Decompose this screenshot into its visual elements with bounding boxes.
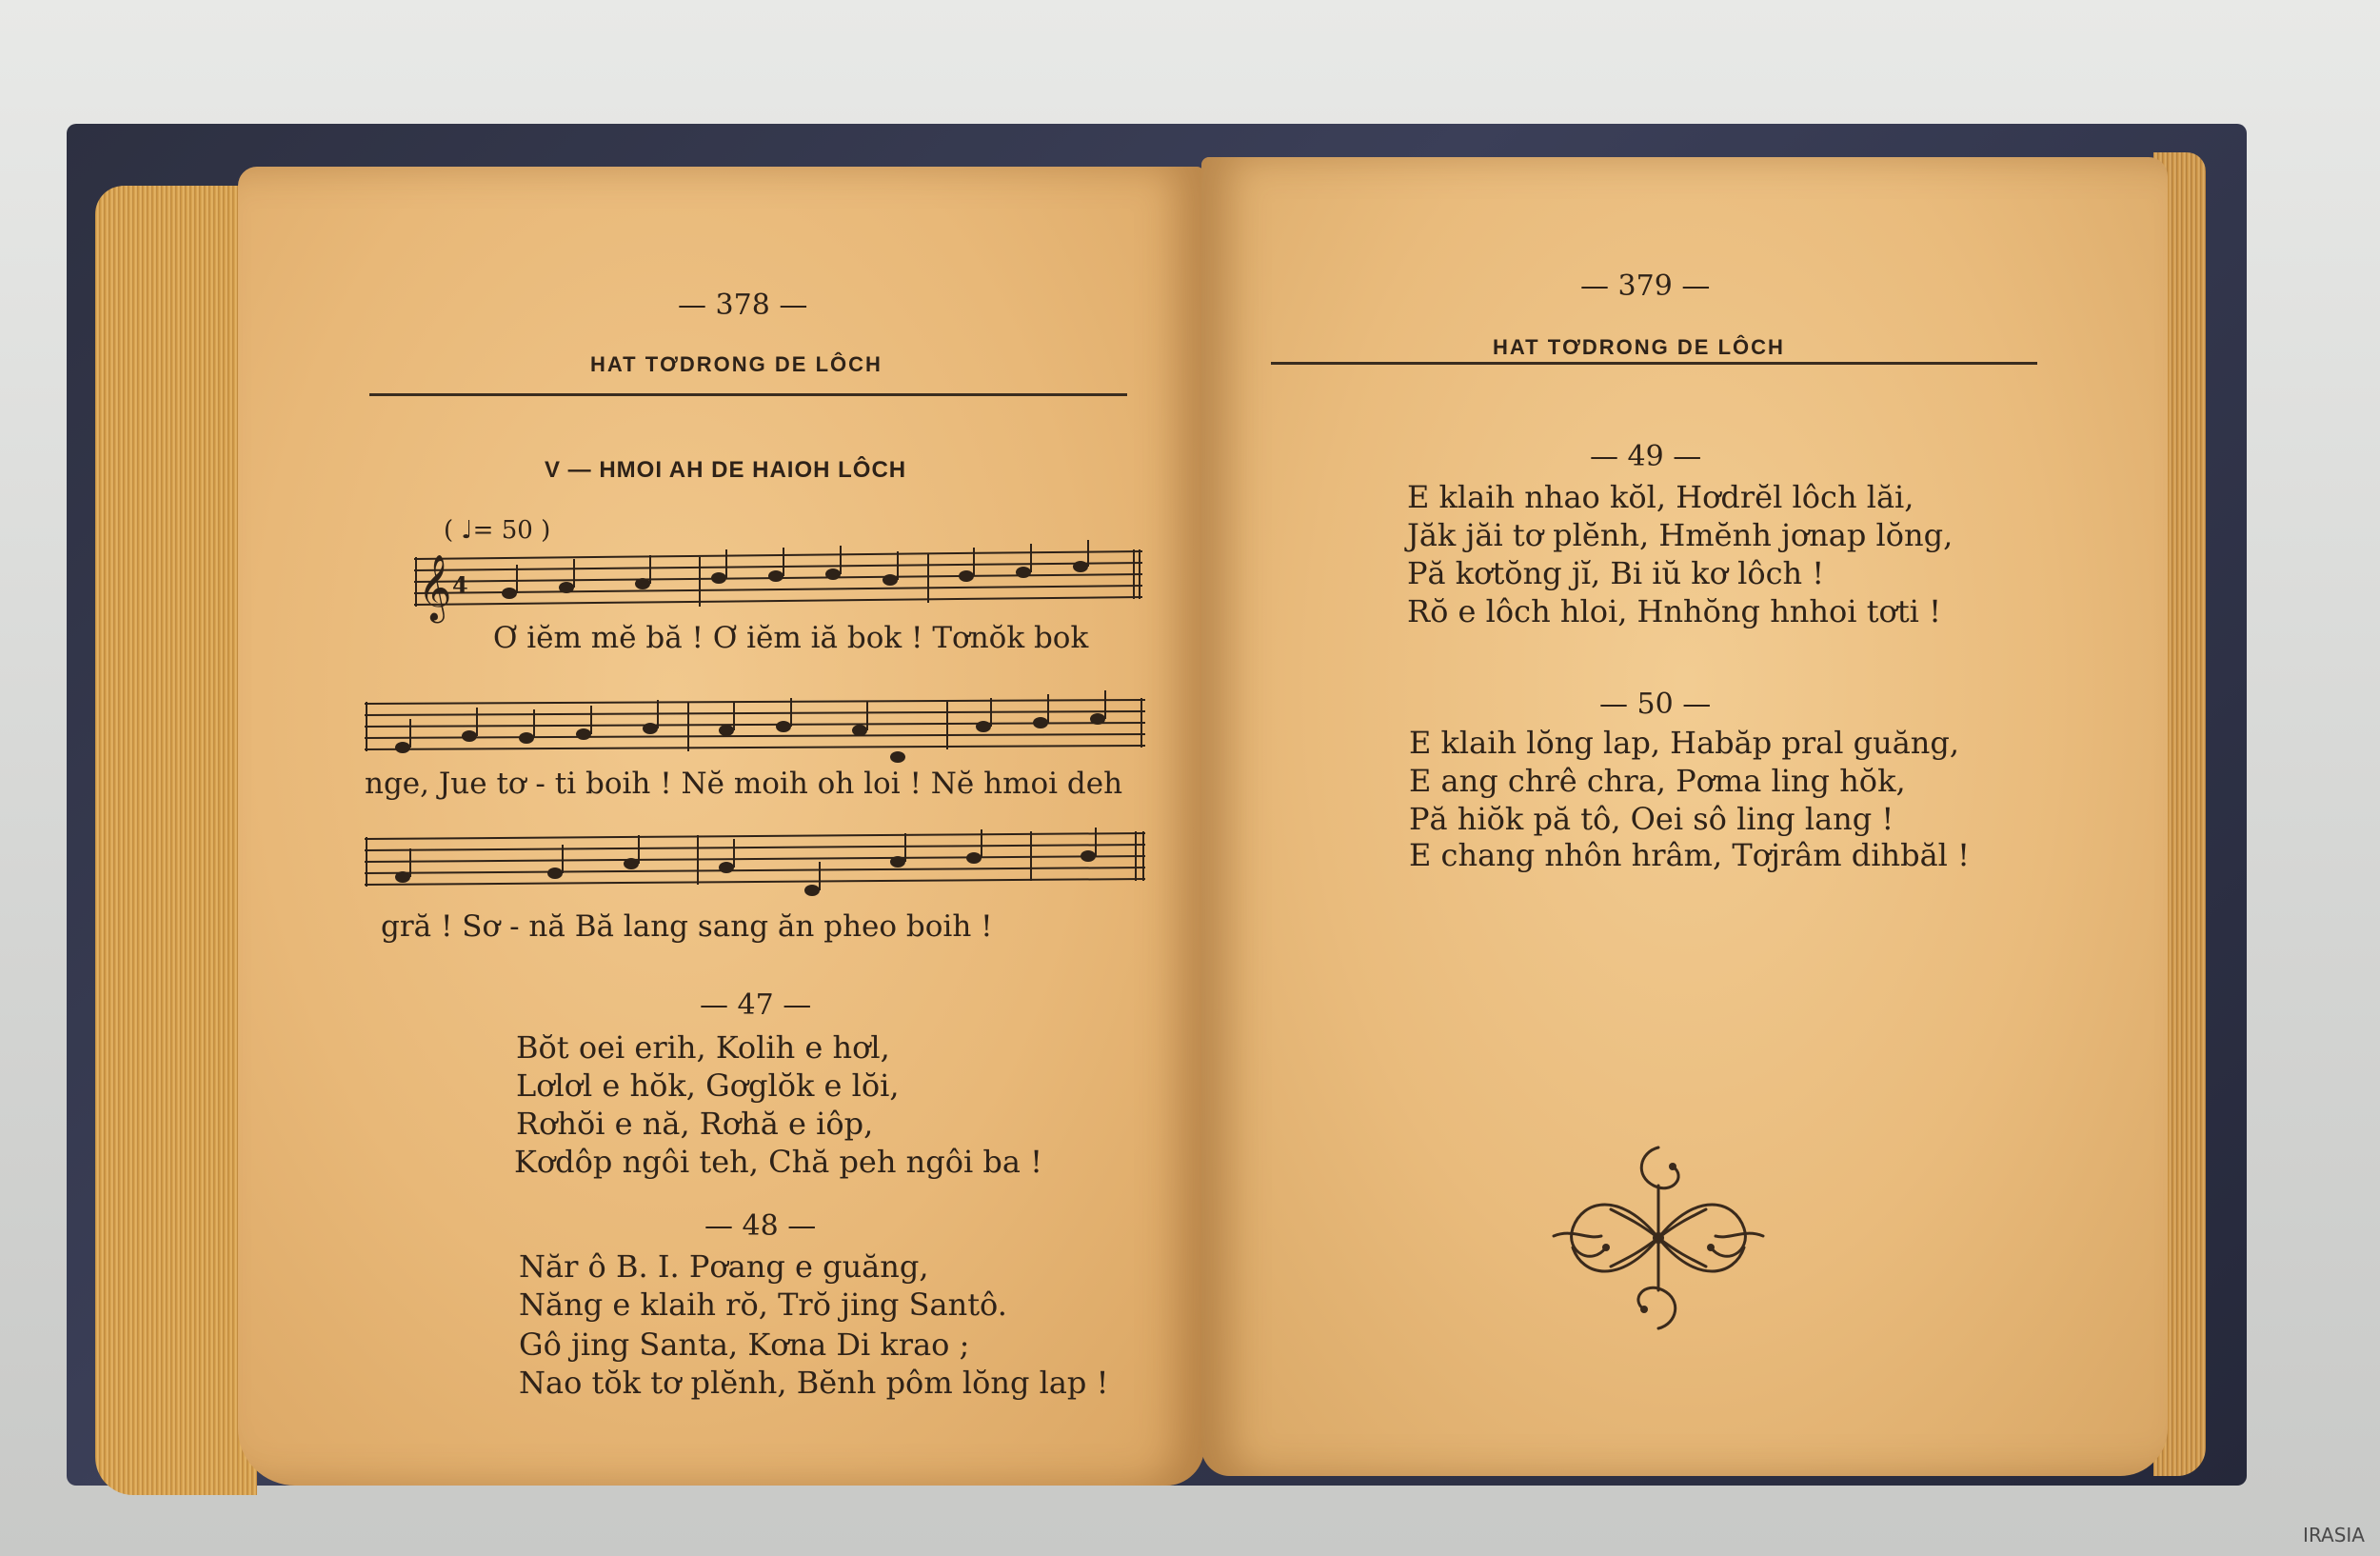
verse-48-number: — 48 —: [704, 1209, 817, 1243]
tempo-marking: ( ♩= 50 ): [444, 516, 551, 545]
verse-50-line-1: E klaih lŏng lap, Habăp pral guăng,: [1409, 725, 1960, 761]
verse-50-line-3: Pă hiŏk pă tô, Oei sô ling lang !: [1409, 801, 1894, 837]
svg-text:4: 4: [452, 571, 468, 599]
verse-47-line-3: Rơhŏi e nă, Rơhă e iôp,: [516, 1106, 874, 1142]
verse-48-line-3: Gô jing Santa, Kơna Di krao ;: [519, 1327, 970, 1363]
lyric-line-2: nge, Jue tơ - ti boih ! Nĕ moih oh loi ! Nĕ hmoi deh: [365, 767, 1123, 801]
left-section-title: V — HMOI AH DE HAIOH LÔCH: [545, 457, 907, 483]
verse-47-line-4: Kơdôp ngôi teh, Chă peh ngôi ba !: [514, 1144, 1042, 1180]
music-staff-2: [365, 681, 1150, 776]
verse-48-line-1: Năr ô B. I. Pơang e guăng,: [519, 1248, 929, 1285]
verse-50-line-2: E ang chrê chra, Pơma ling hŏk,: [1409, 763, 1906, 799]
ornament-flourish-icon: [1544, 1133, 1773, 1343]
right-page-number: — 379 —: [1580, 269, 1711, 303]
left-page-number: — 378 —: [678, 289, 808, 322]
verse-50-line-4: E chang nhôn hrâm, Tơjrâm dihbăl !: [1409, 837, 1970, 873]
lyric-line-3: gră ! Sơ - nă Bă lang sang ăn pheo boih !: [381, 909, 993, 944]
verse-47-number: — 47 —: [700, 988, 812, 1022]
lyric-line-1: Ơ iĕm mĕ bă ! Ơ iĕm iă bok ! Tơnŏk bok: [493, 621, 1089, 655]
verse-48-line-2: Năng e klaih rŏ, Trŏ jing Santô.: [519, 1287, 1007, 1323]
right-header-rule: [1271, 362, 2037, 365]
verse-49-line-2: Jăk jăi tơ plĕnh, Hmĕnh jơnap lŏng,: [1407, 517, 1954, 553]
svg-text:𝄞: 𝄞: [418, 554, 452, 621]
verse-48-line-4: Nao tŏk tơ plĕnh, Bĕnh pôm lŏng lap !: [519, 1365, 1109, 1401]
right-running-head: HAT TƠDRONG DE LÔCH: [1493, 335, 1785, 359]
left-page-edges: [95, 186, 257, 1495]
verse-49-number: — 49 —: [1590, 440, 1702, 473]
verse-49-line-3: Pă kơtŏng jĭ, Bi iŭ kơ lôch !: [1407, 555, 1825, 591]
verse-47-line-2: Lơlơl e hŏk, Gơglŏk e lŏi,: [516, 1067, 900, 1104]
verse-49-line-4: Rŏ e lôch hloi, Hnhŏng hnhoi tơti !: [1407, 593, 1941, 629]
verse-49-line-1: E klaih nhao kŏl, Hơdrĕl lôch lăi,: [1407, 479, 1914, 515]
left-running-head: HAT TƠDRONG DE LÔCH: [590, 352, 883, 376]
left-header-rule: [369, 393, 1127, 396]
verse-50-number: — 50 —: [1599, 688, 1712, 721]
music-staff-1: [414, 538, 1147, 628]
music-staff-3: [365, 814, 1150, 909]
watermark: IRASIA: [2303, 1524, 2365, 1546]
verse-47-line-1: Bŏt oei erih, Kolih e hơl,: [516, 1029, 890, 1066]
